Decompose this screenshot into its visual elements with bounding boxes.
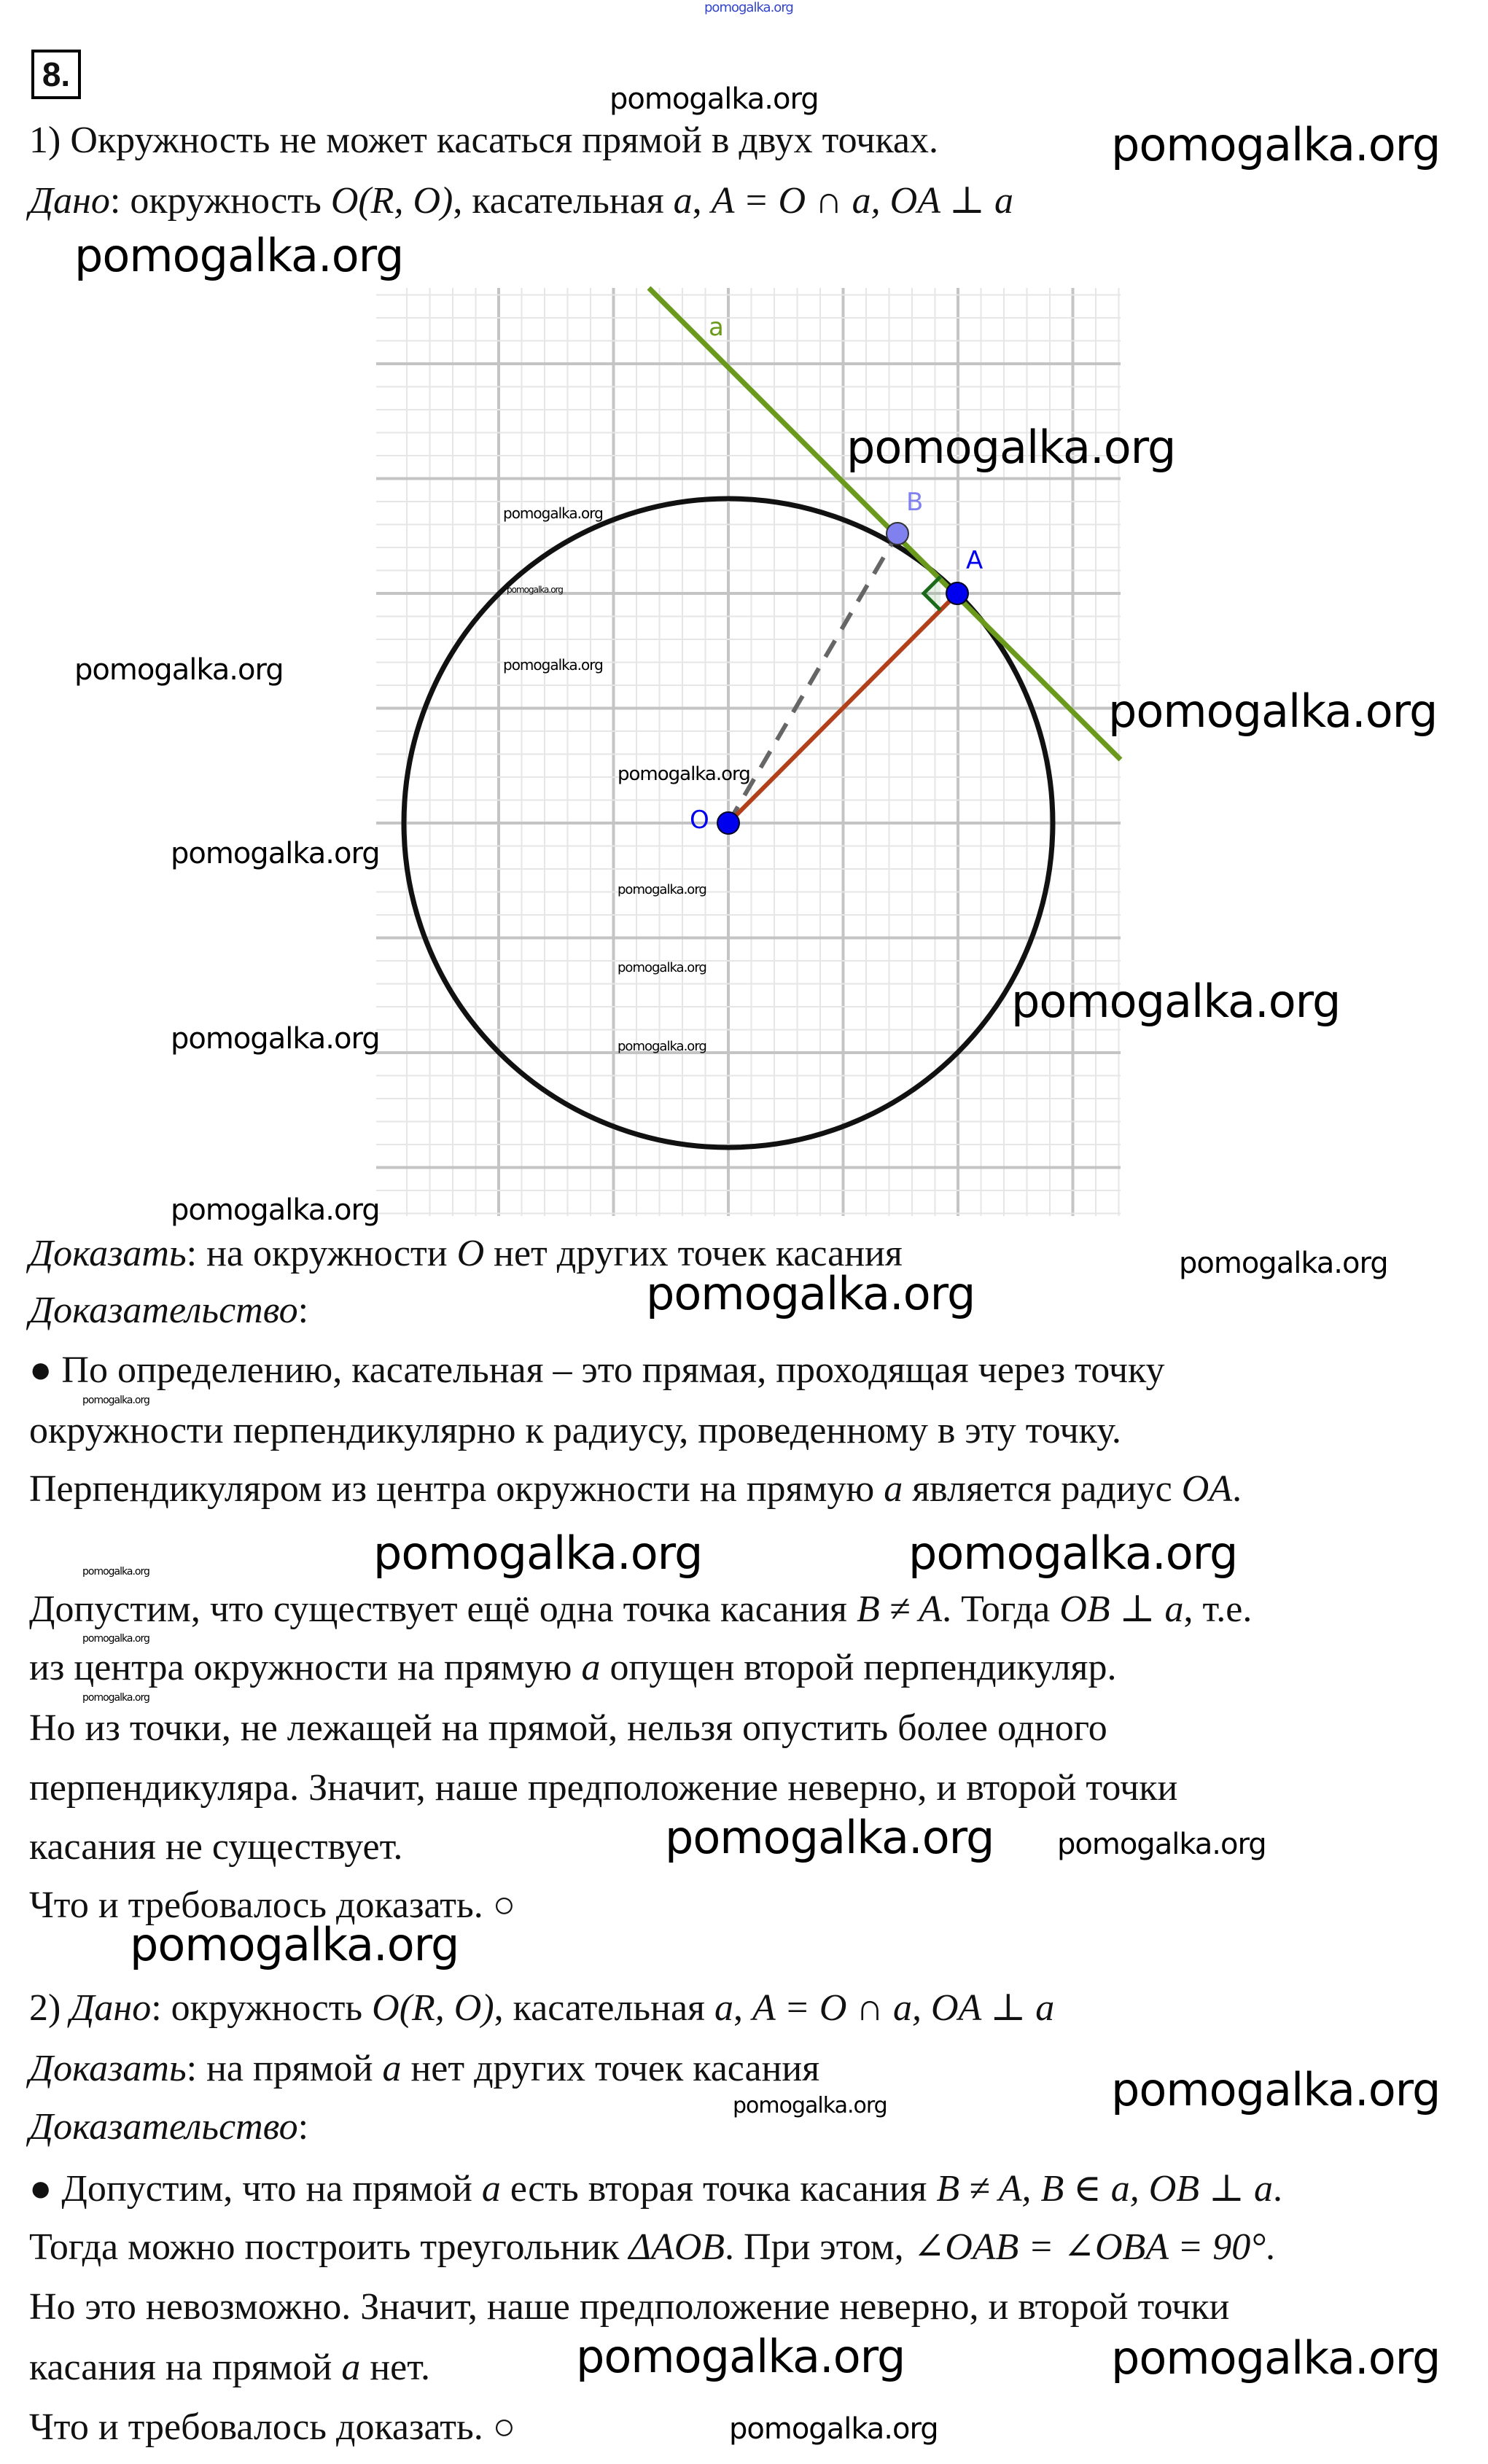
math-text: O xyxy=(456,1233,485,1274)
watermark: pomogalka.org xyxy=(733,2093,887,2118)
text-line xyxy=(29,1408,1121,1454)
point-o xyxy=(717,812,739,834)
text-line xyxy=(29,1705,1107,1752)
watermark: pomogalka.org xyxy=(507,585,563,595)
text-line xyxy=(29,1347,1165,1394)
watermark: pomogalka.org xyxy=(704,0,793,15)
line-label-a: a xyxy=(709,313,724,342)
watermark: pomogalka.org xyxy=(618,1039,706,1054)
math-text: a xyxy=(884,1468,903,1510)
text-line xyxy=(29,2344,430,2391)
text-segment: Перпендикуляром из центра окружности на прямую xyxy=(29,1468,884,1510)
text-segment: . xyxy=(1272,2168,1282,2210)
text-segment: , касательная xyxy=(494,1987,714,2029)
math-text: a xyxy=(341,2347,361,2388)
watermark: pomogalka.org xyxy=(908,1527,1238,1580)
text-line xyxy=(29,178,1013,225)
math-text: Дано xyxy=(29,180,110,222)
text-segment: касания не существует. xyxy=(29,1826,403,1868)
watermark: pomogalka.org xyxy=(1108,685,1438,738)
text-segment: Что и требовалось доказать. ○ xyxy=(29,1884,516,1926)
text-segment: нет других точек касания xyxy=(401,2048,820,2089)
text-segment: : xyxy=(297,2106,309,2148)
math-text: Доказать xyxy=(29,1233,187,1274)
watermark: pomogalka.org xyxy=(1179,1247,1388,1280)
math-text: O(R, O) xyxy=(330,180,453,222)
watermark: pomogalka.org xyxy=(618,960,706,975)
math-text: B ≠ A xyxy=(856,1588,943,1630)
watermark: pomogalka.org xyxy=(74,653,284,687)
point-label-b: B xyxy=(906,488,924,517)
text-line xyxy=(29,1287,308,1334)
watermark: pomogalka.org xyxy=(618,763,750,785)
watermark: pomogalka.org xyxy=(609,82,819,116)
watermark: pomogalka.org xyxy=(171,1193,380,1227)
text-line xyxy=(29,2284,1229,2331)
watermark: pomogalka.org xyxy=(1011,975,1341,1028)
text-segment: ● Допустим, что на прямой xyxy=(29,2168,482,2210)
text-line xyxy=(29,1824,402,1871)
text-segment: . xyxy=(1266,2226,1276,2268)
text-segment: из центра окружности на прямую xyxy=(29,1647,582,1688)
watermark: pomogalka.org xyxy=(1111,2331,1441,2385)
text-segment: опущен второй перпендикуляр. xyxy=(600,1647,1117,1688)
watermark: pomogalka.org xyxy=(82,1633,149,1645)
math-text: Доказательство xyxy=(29,1290,298,1331)
text-segment: , т.е. xyxy=(1183,1588,1253,1630)
text-line xyxy=(29,117,938,164)
text-line xyxy=(29,1466,1242,1513)
math-text: O(R, O) xyxy=(372,1987,494,2029)
text-line xyxy=(29,2104,308,2151)
math-text: B ≠ A, B ∈ a, OB ⊥ a xyxy=(936,2168,1273,2210)
text-segment: 1) Окружность не может касаться прямой в двух точках. xyxy=(29,120,939,161)
math-text: Доказать xyxy=(29,2048,187,2089)
math-text: A = O ∩ a, OA ⊥ a xyxy=(752,1987,1055,2029)
text-segment: : окружность xyxy=(109,180,331,222)
point-b xyxy=(887,523,908,545)
point-label-a: A xyxy=(966,546,983,575)
text-segment: , xyxy=(733,1987,752,2029)
math-text: ΔAOB xyxy=(628,2226,725,2268)
text-line xyxy=(29,1586,1252,1633)
text-segment: : xyxy=(297,1290,309,1331)
text-segment: нет других точек касания xyxy=(484,1233,903,1274)
text-segment: касания на прямой xyxy=(29,2347,342,2388)
math-text: a xyxy=(714,1987,733,2029)
math-text: ∠OAB = ∠OBA = 90° xyxy=(913,2226,1266,2268)
text-segment: Что и требовалось доказать. ○ xyxy=(29,2406,516,2448)
task-number: 8. xyxy=(31,50,81,99)
text-line xyxy=(29,2224,1275,2271)
watermark: pomogalka.org xyxy=(665,1811,994,1864)
text-segment: Тогда можно построить треугольник xyxy=(29,2226,629,2268)
math-text: A = O ∩ a, OA ⊥ a xyxy=(711,180,1013,222)
math-text: Доказательство xyxy=(29,2106,298,2148)
watermark: pomogalka.org xyxy=(171,837,380,870)
text-segment: , касательная xyxy=(453,180,674,222)
watermark: pomogalka.org xyxy=(618,882,706,897)
math-text: a xyxy=(673,180,693,222)
math-text: OB ⊥ a xyxy=(1059,1588,1184,1630)
watermark: pomogalka.org xyxy=(373,1527,703,1580)
text-line xyxy=(29,2166,1282,2212)
text-segment: нет. xyxy=(360,2347,431,2388)
text-segment: , xyxy=(692,180,712,222)
point-label-o: O xyxy=(690,806,709,835)
text-segment: есть вторая точка касания xyxy=(500,2168,937,2210)
watermark: pomogalka.org xyxy=(1111,118,1441,171)
watermark: pomogalka.org xyxy=(82,1566,149,1578)
text-line xyxy=(29,2046,819,2092)
text-line xyxy=(29,1985,1054,2032)
text-line xyxy=(29,1765,1177,1812)
watermark: pomogalka.org xyxy=(576,2330,905,2383)
text-segment: . xyxy=(1232,1468,1242,1510)
text-line xyxy=(29,1645,1116,1691)
watermark: pomogalka.org xyxy=(503,656,603,674)
watermark: pomogalka.org xyxy=(846,421,1176,474)
math-text: Дано xyxy=(70,1987,152,2029)
watermark: pomogalka.org xyxy=(1111,2063,1441,2116)
math-text: a xyxy=(481,2168,501,2210)
text-segment: ● По определению, касательная – это прямая, проходящая через точку xyxy=(29,1349,1165,1391)
watermark: pomogalka.org xyxy=(130,1918,459,1971)
math-text: a xyxy=(382,2048,402,2089)
text-segment: : на прямой xyxy=(186,2048,383,2089)
right-angle-marker xyxy=(924,577,940,610)
text-segment: 2) xyxy=(29,1987,71,2029)
watermark: pomogalka.org xyxy=(74,229,404,282)
watermark: pomogalka.org xyxy=(646,1267,975,1320)
math-text: a xyxy=(581,1647,601,1688)
text-segment: : окружность xyxy=(151,1987,373,2029)
point-a xyxy=(946,582,968,604)
text-line xyxy=(29,2404,515,2451)
watermark: pomogalka.org xyxy=(729,2412,938,2446)
text-segment: Но из точки, не лежащей на прямой, нельзя опустить более одного xyxy=(29,1707,1107,1749)
text-segment: Но это невозможно. Значит, наше предположение неверно, и второй точки xyxy=(29,2286,1230,2328)
text-segment: Допустим, что существует ещё одна точка касания xyxy=(29,1588,857,1630)
watermark: pomogalka.org xyxy=(1057,1828,1266,1861)
math-text: OA xyxy=(1181,1468,1233,1510)
text-segment: окружности перпендикулярно к радиусу, проведенному в эту точку. xyxy=(29,1410,1121,1451)
text-segment: . При этом, xyxy=(725,2226,914,2268)
text-segment: . Тогда xyxy=(942,1588,1060,1630)
watermark: pomogalka.org xyxy=(82,1395,149,1406)
watermark: pomogalka.org xyxy=(171,1022,380,1056)
watermark: pomogalka.org xyxy=(503,504,603,522)
text-segment: перпендикуляра. Значит, наше предположение неверно, и второй точки xyxy=(29,1767,1178,1809)
text-segment: : на окружности xyxy=(186,1233,457,1274)
text-segment: является радиус xyxy=(903,1468,1182,1510)
watermark: pomogalka.org xyxy=(82,1692,149,1704)
